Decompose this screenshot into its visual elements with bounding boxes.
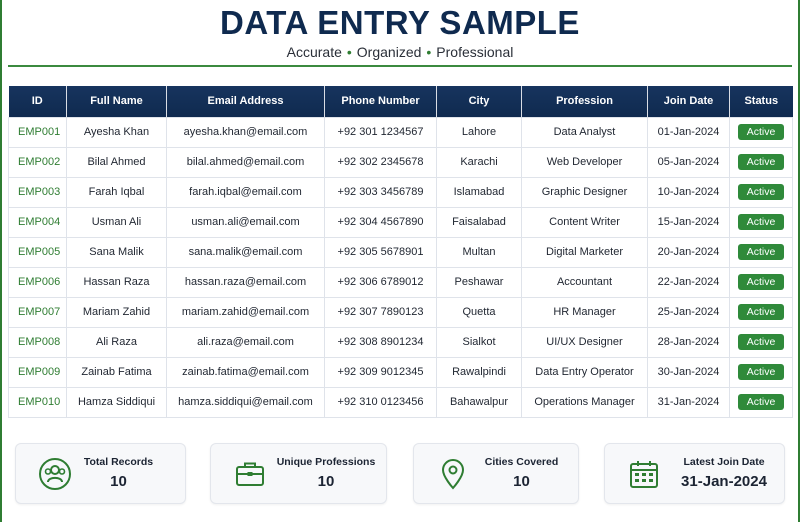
profession-cell: Graphic Designer [522, 177, 648, 207]
employee-id-cell: EMP003 [9, 177, 67, 207]
email-cell: ali.raza@email.com [167, 327, 325, 357]
employee-id-cell: EMP001 [9, 117, 67, 147]
full-name-cell: Ali Raza [67, 327, 167, 357]
calendar-icon [627, 457, 661, 491]
profession-cell: Data Analyst [522, 117, 648, 147]
phone-cell: +92 310 0123456 [325, 387, 437, 417]
location-pin-icon [436, 457, 470, 491]
tagline-separator: • [346, 44, 352, 60]
full-name-cell: Ayesha Khan [67, 117, 167, 147]
join-date-cell: 10-Jan-2024 [648, 177, 730, 207]
phone-cell: +92 301 1234567 [325, 117, 437, 147]
summary-value: 10 [317, 473, 335, 490]
status-badge: Active [738, 274, 784, 290]
city-cell: Bahawalpur [437, 387, 522, 417]
tagline-separator: • [426, 44, 432, 60]
profession-cell: Data Entry Operator [522, 357, 648, 387]
join-date-cell: 05-Jan-2024 [648, 147, 730, 177]
table-row [9, 177, 793, 207]
profession-cell: Digital Marketer [522, 237, 648, 267]
phone-cell: +92 303 3456789 [325, 177, 437, 207]
phone-cell: +92 304 4567890 [325, 207, 437, 237]
status-cell [730, 117, 793, 147]
employee-table [8, 86, 793, 418]
phone-cell: +92 307 7890123 [325, 297, 437, 327]
email-cell: mariam.zahid@email.com [167, 297, 325, 327]
status-badge: Active [738, 334, 784, 350]
page-title: DATA ENTRY SAMPLE [220, 4, 580, 41]
status-cell [730, 267, 793, 297]
phone-cell: +92 305 5678901 [325, 237, 437, 267]
table-row [9, 207, 793, 237]
table-body [9, 117, 793, 417]
full-name-cell: Hamza Siddiqui [67, 387, 167, 417]
city-cell: Rawalpindi [437, 357, 522, 387]
status-cell [730, 207, 793, 237]
full-name-cell: Zainab Fatima [67, 357, 167, 387]
summary-card-latest-join-date [604, 443, 785, 504]
tagline-word: Organized [356, 44, 422, 60]
profession-cell: Accountant [522, 267, 648, 297]
status-cell [730, 387, 793, 417]
email-cell: ayesha.khan@email.com [167, 117, 325, 147]
status-cell [730, 357, 793, 387]
phone-cell: +92 308 8901234 [325, 327, 437, 357]
summary-cards [15, 443, 785, 504]
table-row [9, 267, 793, 297]
column-header-id: ID [9, 86, 67, 117]
summary-value: 10 [513, 473, 530, 490]
email-cell: zainab.fatima@email.com [167, 357, 325, 387]
join-date-cell: 22-Jan-2024 [648, 267, 730, 297]
city-cell: Lahore [437, 117, 522, 147]
profession-cell: Web Developer [522, 147, 648, 177]
profession-cell: UI/UX Designer [522, 327, 648, 357]
profession-cell: Content Writer [522, 207, 648, 237]
email-cell: hamza.siddiqui@email.com [167, 387, 325, 417]
full-name-cell: Mariam Zahid [67, 297, 167, 327]
employee-id-cell: EMP010 [9, 387, 67, 417]
email-cell: bilal.ahmed@email.com [167, 147, 325, 177]
city-cell: Faisalabad [437, 207, 522, 237]
column-header-join-date: Join Date [648, 86, 730, 117]
employee-id-cell: EMP004 [9, 207, 67, 237]
column-header-city: City [437, 86, 522, 117]
table-row [9, 387, 793, 417]
status-cell [730, 297, 793, 327]
status-badge: Active [738, 154, 784, 170]
table-row [9, 147, 793, 177]
status-badge: Active [738, 394, 784, 410]
column-header-profession: Profession [522, 86, 648, 117]
join-date-cell: 25-Jan-2024 [648, 297, 730, 327]
column-header-full-name: Full Name [67, 86, 167, 117]
full-name-cell: Sana Malik [67, 237, 167, 267]
full-name-cell: Farah Iqbal [67, 177, 167, 207]
summary-card-total-records [15, 443, 186, 504]
status-badge: Active [738, 184, 784, 200]
employee-id-cell: EMP008 [9, 327, 67, 357]
status-cell [730, 147, 793, 177]
profession-cell: HR Manager [522, 297, 648, 327]
full-name-cell: Bilal Ahmed [67, 147, 167, 177]
status-badge: Active [738, 214, 784, 230]
summary-label: Cities Covered [484, 456, 559, 468]
city-cell: Karachi [437, 147, 522, 177]
table-row [9, 237, 793, 267]
city-cell: Islamabad [437, 177, 522, 207]
email-cell: usman.ali@email.com [167, 207, 325, 237]
table-row [9, 297, 793, 327]
join-date-cell: 28-Jan-2024 [648, 327, 730, 357]
employee-id-cell: EMP007 [9, 297, 67, 327]
employee-id-cell: EMP009 [9, 357, 67, 387]
tagline-word: Accurate [286, 44, 342, 60]
join-date-cell: 30-Jan-2024 [648, 357, 730, 387]
join-date-cell: 15-Jan-2024 [648, 207, 730, 237]
status-badge: Active [738, 364, 784, 380]
status-badge: Active [738, 244, 784, 260]
employee-id-cell: EMP006 [9, 267, 67, 297]
status-cell [730, 177, 793, 207]
table-row [9, 357, 793, 387]
status-badge: Active [738, 124, 784, 140]
email-cell: hassan.raza@email.com [167, 267, 325, 297]
city-cell: Peshawar [437, 267, 522, 297]
summary-value: 31-Jan-2024 [681, 473, 767, 490]
summary-label: Total Records [83, 456, 154, 468]
email-cell: farah.iqbal@email.com [167, 177, 325, 207]
users-icon [38, 457, 72, 491]
profession-cell: Operations Manager [522, 387, 648, 417]
table-row [9, 327, 793, 357]
employee-id-cell: EMP002 [9, 147, 67, 177]
summary-card-cities-covered [413, 443, 579, 504]
city-cell: Sialkot [437, 327, 522, 357]
city-cell: Multan [437, 237, 522, 267]
phone-cell: +92 302 2345678 [325, 147, 437, 177]
join-date-cell: 01-Jan-2024 [648, 117, 730, 147]
city-cell: Quetta [437, 297, 522, 327]
summary-label: Unique Professions [276, 456, 376, 468]
summary-label: Latest Join Date [683, 456, 765, 468]
tagline-word: Professional [436, 44, 514, 60]
table-header-row [9, 86, 793, 117]
header-divider [8, 65, 792, 67]
status-badge: Active [738, 304, 784, 320]
employee-id-cell: EMP005 [9, 237, 67, 267]
full-name-cell: Usman Ali [67, 207, 167, 237]
full-name-cell: Hassan Raza [67, 267, 167, 297]
column-header-status: Status [730, 86, 793, 117]
column-header-email: Email Address [167, 86, 325, 117]
status-cell [730, 327, 793, 357]
briefcase-icon [233, 457, 267, 491]
email-cell: sana.malik@email.com [167, 237, 325, 267]
join-date-cell: 20-Jan-2024 [648, 237, 730, 267]
page-tagline [0, 44, 800, 60]
join-date-cell: 31-Jan-2024 [648, 387, 730, 417]
phone-cell: +92 306 6789012 [325, 267, 437, 297]
table-row [9, 117, 793, 147]
column-header-phone: Phone Number [325, 86, 437, 117]
summary-value: 10 [110, 473, 127, 490]
status-cell [730, 237, 793, 267]
summary-card-unique-professions [210, 443, 387, 504]
phone-cell: +92 309 9012345 [325, 357, 437, 387]
